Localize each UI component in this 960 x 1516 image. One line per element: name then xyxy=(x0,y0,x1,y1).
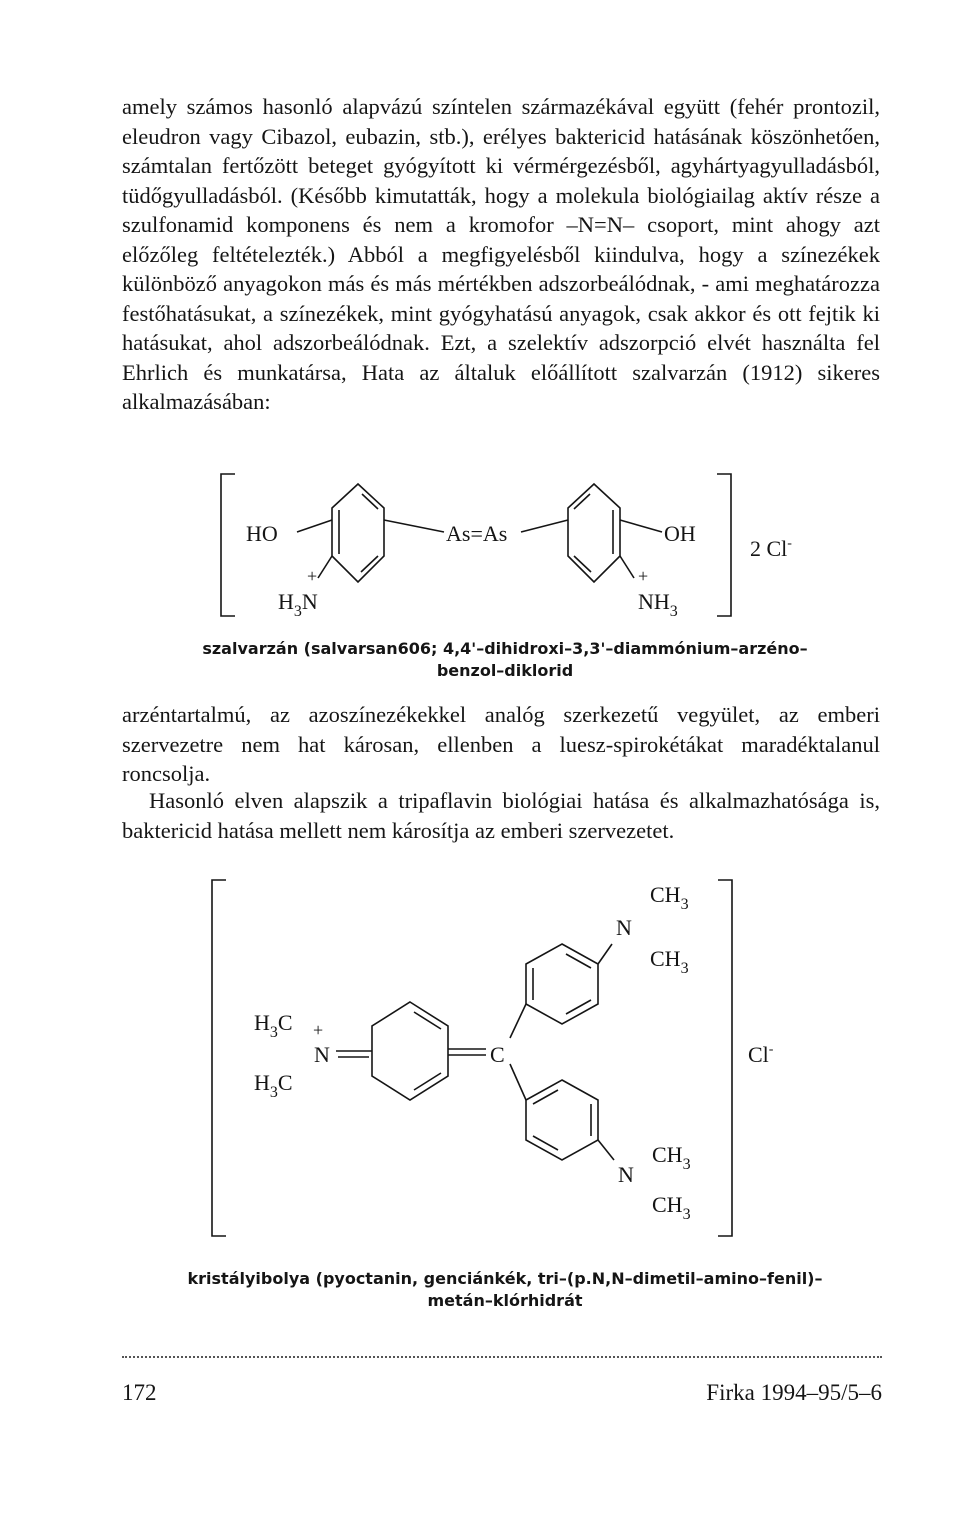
plus-n: + xyxy=(313,1020,324,1040)
counter-ion-2cl: 2 Cl- xyxy=(750,536,792,561)
journal-issue: Firka 1994–95/5–6 xyxy=(706,1380,882,1405)
page-number: 172 xyxy=(122,1380,157,1405)
nh3-label: $NH_3$ xyxy=(638,589,678,620)
h3c-upper: $H_3C$ xyxy=(254,1010,293,1041)
crystal-violet-caption: kristályibolya (pyoctanin, genciánkék, tri–(p.N,N–dimetil–amino–fenil)– metán–klórhidrát xyxy=(187,1269,823,1310)
salvarsan-caption: szalvarzán (salvarsan606; 4,4'–dihidroxi–3,3'–diammónium–arzéno– benzol–diklorid xyxy=(202,639,808,680)
plus-left: + xyxy=(307,566,318,586)
n-left: N xyxy=(314,1042,330,1067)
ho-label: HO xyxy=(246,521,278,546)
h3c-lower: $H_3C$ xyxy=(254,1070,293,1101)
n-bottom: N xyxy=(618,1162,634,1187)
arsenic-link-label: As=As xyxy=(446,521,508,546)
ch3-top-2: $CH_3$ xyxy=(650,946,689,977)
body-paragraph-3: Hasonló elven alapszik a tripaflavin biológiai hatása és alkalmazhatósága is, baktericid hatása mellett nem károsítja az emberi szervezetet. xyxy=(122,788,880,843)
footer-divider xyxy=(122,1356,882,1362)
h3n-label: $H_3N$ xyxy=(278,589,318,620)
oh-label: OH xyxy=(664,521,696,546)
ch3-bottom-1: $CH_3$ xyxy=(652,1142,691,1173)
central-carbon: C xyxy=(490,1042,505,1067)
plus-right: + xyxy=(638,566,649,586)
body-paragraph-2: arzéntartalmú, az azoszínezékekkel analóg szerkezetű vegyület, az emberi szervezetre nem hat károsan, ellenben a luesz-spirokétákat maradéktalanul roncsolja. xyxy=(122,702,880,786)
counter-ion-cl: Cl- xyxy=(748,1042,774,1067)
ch3-bottom-2: $CH_3$ xyxy=(652,1192,691,1223)
ch3-top-1: $CH_3$ xyxy=(650,882,689,913)
n-top: N xyxy=(616,915,632,940)
body-paragraph-1: amely számos hasonló alapvázú színtelen származékával együtt (fehér prontozil, eleudron vagy Cibazol, eubazin, stb.), erélyes baktericid hatásának köszönhetően, számtalan fertőzött beteget gyógyított ki vérmérgezésből, agyhártyagyulladásból, tüdőgyulladásból. (Később kimutatták, hogy a molekula biológiailag aktív része a szulfonamid komponens és nem a kromofor –N=N– csoport, mint ahogy azt előzőleg feltételezték.) Abból a megfigyelésből kiindulva, hogy a színezékek különböző anyagokon más és más mértékben adszorbeálódnak, - ami meghatározza festőhatásukat, a színezékek, mint gyógyhatású anyagok, csak akkor és ott fejtik ki hatásukat, ahol adszorbeálódnak. Ezt, a szelektív adszorpció elvét használta fel Ehrlich és munkatársa, Hata az általuk előállított szalvarzán (1912) sikeres alkalmazásában: xyxy=(122,94,880,414)
